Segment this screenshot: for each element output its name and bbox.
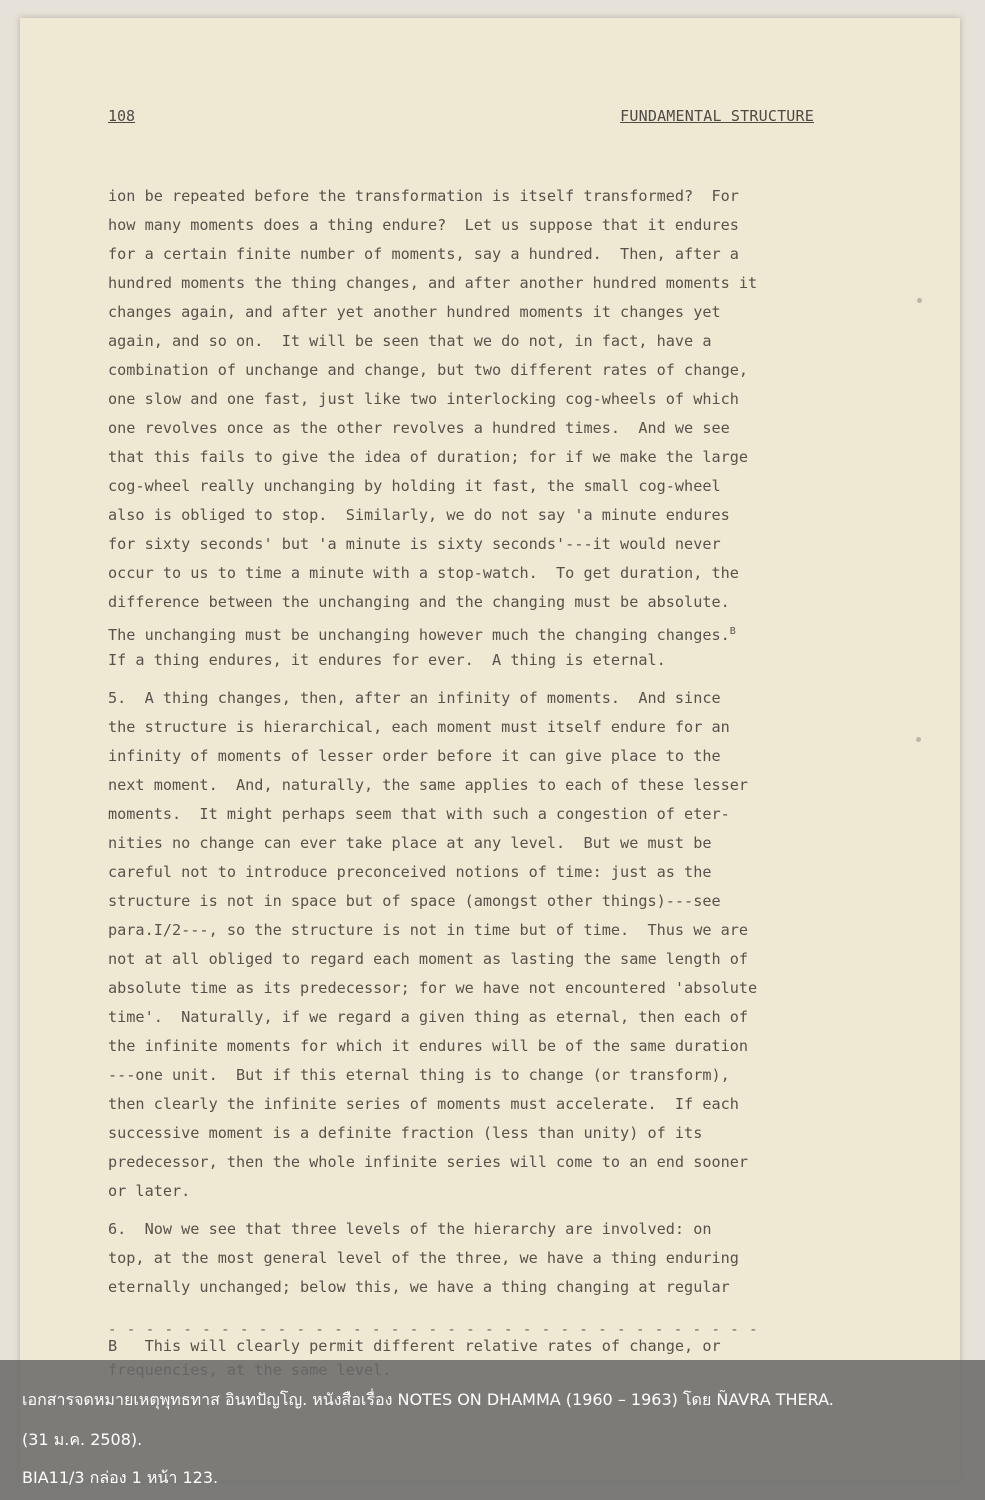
text-line: If a thing endures, it endures for ever. A thing is eternal. [108, 651, 666, 669]
archive-caption [0, 1360, 985, 1500]
text-line: predecessor, then the whole infinite series will come to an end sooner [108, 1153, 749, 1171]
text-line: difference between the unchanging and the changing must be absolute. [108, 593, 730, 611]
text-line: time'. Naturally, if we regard a given thing as eternal, then each of [108, 1008, 749, 1026]
text-line: ion be repeated before the transformation is itself transformed? For [108, 187, 739, 205]
text-line [108, 617, 828, 646]
caption-reference: BIA11/3 กล่อง 1 หน้า 123. [22, 1468, 219, 1487]
margin-dot-lower [916, 737, 921, 742]
footnote-rule: - - - - - - - - - - - - - - - - - - - - - - - - - - - - - - - - - - - [108, 1322, 759, 1338]
text-line-content: The unchanging must be unchanging however much the changing changes. [108, 626, 730, 645]
text-line: eternally unchanged; below this, we have a thing changing at regular [108, 1278, 730, 1296]
text-line: also is obliged to stop. Similarly, we do not say 'a minute endures [108, 506, 730, 524]
text-line: para.I/2---, so the structure is not in time but of time. Thus we are [108, 921, 749, 939]
body-text [108, 182, 828, 1382]
text-line: top, at the most general level of the three, we have a thing enduring [108, 1249, 739, 1267]
text-line: nities no change can ever take place at any level. But we must be [108, 834, 712, 852]
margin-dot-upper [917, 298, 922, 303]
text-line: one slow and one fast, just like two interlocking cog-wheels of which [108, 390, 739, 408]
text-line: hundred moments the thing changes, and after another hundred moments it [108, 274, 758, 292]
text-line: combination of unchange and change, but two different rates of change, [108, 361, 749, 379]
footnote-line: B This will clearly permit different relative rates of change, or [108, 1337, 721, 1355]
text-line: not at all obliged to regard each moment as lasting the same length of [108, 950, 749, 968]
text-line: absolute time as its predecessor; for we have not encountered 'absolute [108, 979, 758, 997]
caption-title: เอกสารจดหมายเหตุพุทธทาส อินทปัญโญ. หนังสือเรื่อง NOTES ON DHAMMA (1960 – 1963) โดย ÑAVRA THERA. [22, 1390, 834, 1409]
caption-date: (31 ม.ค. 2508). [22, 1430, 143, 1449]
text-line: then clearly the infinite series of moments must accelerate. If each [108, 1095, 739, 1113]
text-line: moments. It might perhaps seem that with such a congestion of eter- [108, 805, 730, 823]
text-line: the structure is hierarchical, each moment must itself endure for an [108, 718, 730, 736]
text-line: how many moments does a thing endure? Let us suppose that it endures [108, 216, 739, 234]
text-line: infinity of moments of lesser order before it can give place to the [108, 747, 721, 765]
text-line: occur to us to time a minute with a stop-watch. To get duration, the [108, 564, 739, 582]
text-line: or later. [108, 1182, 191, 1200]
paragraph-gap [108, 1206, 828, 1215]
text-line: for sixty seconds' but 'a minute is sixty seconds'---it would never [108, 535, 721, 553]
text-line: cog-wheel really unchanging by holding it fast, the small cog-wheel [108, 477, 721, 495]
text-line: 5. A thing changes, then, after an infinity of moments. And since [108, 689, 721, 707]
text-line: careful not to introduce preconceived notions of time: just as the [108, 863, 712, 881]
text-line: again, and so on. It will be seen that we do not, in fact, have a [108, 332, 712, 350]
running-head [108, 107, 814, 131]
footnote-marker: B [729, 626, 736, 637]
text-line: changes again, and after yet another hundred moments it changes yet [108, 303, 721, 321]
paragraph-gap [108, 675, 828, 684]
text-line: the infinite moments for which it endures will be of the same duration [108, 1037, 749, 1055]
text-line: one revolves once as the other revolves a hundred times. And we see [108, 419, 730, 437]
text-line: successive moment is a definite fraction (less than unity) of its [108, 1124, 703, 1142]
text-line: structure is not in space but of space (amongst other things)---see [108, 892, 721, 910]
text-line: ---one unit. But if this eternal thing is to change (or transform), [108, 1066, 730, 1084]
page-number: 108 [108, 107, 136, 125]
section-title: FUNDAMENTAL STRUCTURE [620, 107, 814, 125]
text-line: that this fails to give the idea of duration; for if we make the large [108, 448, 749, 466]
text-line: for a certain finite number of moments, say a hundred. Then, after a [108, 245, 739, 263]
text-line: next moment. And, naturally, the same applies to each of these lesser [108, 776, 749, 794]
text-line: 6. Now we see that three levels of the hierarchy are involved: on [108, 1220, 712, 1238]
